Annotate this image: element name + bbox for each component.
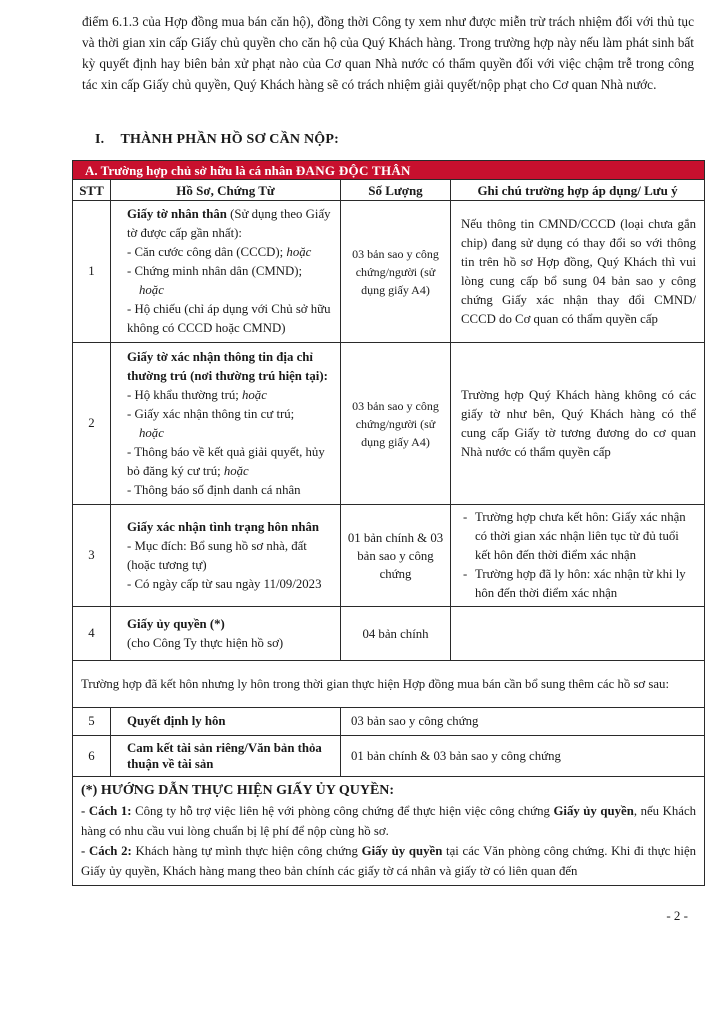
note-item: - Trường hợp đã ly hôn: xác nhận từ khi ly hôn đến thời điểm xác nhận (461, 565, 696, 603)
doc-item: - Giấy xác nhận thông tin cư trú; (127, 406, 295, 421)
doc-title: Giấy xác nhận tình trạng hôn nhân (127, 519, 320, 534)
guide-method-1: - Cách 1: Công ty hỗ trợ việc liên hệ với phòng công chứng để thực hiện việc công chứng Giấy ủy quyền, nếu Khách hàng có nhu cầu vui lòng chuẩn bị lệ phí để nộp cùng hồ sơ. (81, 804, 697, 838)
table-row (73, 201, 705, 343)
doc-item-or: hoặc (139, 425, 164, 440)
row-note: Nếu thông tin CMND/CCCD (loại chưa gắn chip) đang sử dụng có thay đổi so với thông tin trên hồ sơ Hợp đồng, Quý Khách thì vui lòng cung cấp bổ sung 04 bản sao y công chứng Giấy xác nhận thay đổi CMND/ CCCD do Cơ quan có thẩm quyền cấp (451, 201, 705, 343)
header-qty: Số Lượng (341, 180, 451, 201)
table-row (73, 505, 705, 607)
row-documents (111, 607, 341, 661)
guide-title: (*) HƯỚNG DẪN THỰC HIỆN GIẤY ỦY QUYỀN: (81, 783, 395, 798)
table-row (73, 343, 705, 505)
doc-title: Giấy tờ nhân thân (127, 207, 227, 221)
doc-item: - Thông báo về kết quả giải quyết, hủy bỏ đăng ký cư trú; hoặc (127, 444, 325, 478)
note-item: - Trường hợp chưa kết hôn: Giấy xác nhận có thời gian xác nhận liên tục từ đủ tuổi kết hôn đến thời điểm xác nhận (461, 508, 696, 565)
row-quantity: 03 bản sao y công chứng/người (sử dụng giấy A4) (341, 343, 451, 505)
row-quantity: 03 bản sao y công chứng/người (sử dụng giấy A4) (341, 201, 451, 343)
doc-title: Giấy ủy quyền (*) (127, 616, 225, 631)
row-note: Trường hợp Quý Khách hàng không có các giấy tờ như bên, Quý Khách hàng có thể cung cấp Giấy tờ tương đương do cơ quan Nhà nước có thẩm quyền cấp (451, 343, 705, 505)
row-note (451, 505, 705, 607)
doc-item: - Hộ chiếu (chỉ áp dụng với Chủ sở hữu không có CCCD hoặc CMND) (127, 302, 331, 335)
header-notes: Ghi chú trường hợp áp dụng/ Lưu ý (451, 180, 705, 201)
banner-emphasis: ĐANG ĐỘC THÂN (295, 162, 411, 178)
row-quantity: 04 bản chính (341, 607, 451, 661)
doc-item: - Mục đích: Bổ sung hồ sơ nhà, đất (hoặc tương tự) (127, 538, 307, 572)
header-docs: Hồ Sơ, Chứng Từ (111, 180, 341, 201)
row-number: 5 (73, 708, 111, 736)
row-number: 4 (73, 607, 111, 661)
table-row (73, 607, 705, 661)
guide-method-2: - Cách 2: Khách hàng tự mình thực hiện công chứng Giấy ủy quyền tại các Văn phòng công chứng. Khi đi thực hiện Giấy ủy quyền, Khách hàng mang theo bản chính các giấy tờ cá nhân và giấy tờ có liên quan đến (81, 844, 697, 878)
table-row (73, 708, 705, 736)
table-banner (73, 161, 705, 180)
divorce-note-row (73, 661, 705, 708)
row-number: 2 (73, 343, 111, 505)
row-note (451, 607, 705, 661)
doc-item: - Hộ khẩu thường trú; hoặc (127, 387, 267, 402)
doc-item: - Chứng minh nhân dân (CMND); (127, 264, 303, 278)
row-number: 6 (73, 736, 111, 777)
doc-item: - Căn cước công dân (CCCD); hoặc (127, 245, 312, 259)
doc-item-or: hoặc (139, 283, 164, 297)
guide-section (73, 777, 705, 886)
doc-item: - Thông báo số định danh cá nhân (127, 482, 301, 497)
row-documents (111, 505, 341, 607)
doc-title: Giấy tờ xác nhận thông tin địa chỉ thường trú (nơi thường trú hiện tại): (127, 349, 328, 383)
doc-title: Cam kết tài sản riêng/Văn bản thỏa thuận về tài sản (111, 736, 341, 777)
row-documents (111, 201, 341, 343)
doc-title: Quyết định ly hôn (111, 708, 341, 736)
section-title: THÀNH PHẦN HỒ SƠ CẦN NỘP: (120, 132, 339, 147)
row-quantity: 01 bản chính & 03 bản sao y công chứng (341, 505, 451, 607)
row-number: 1 (73, 201, 111, 343)
table-row (73, 736, 705, 777)
row-documents (111, 343, 341, 505)
banner-prefix: A. Trường hợp chủ sở hữu là cá nhân (85, 162, 296, 178)
row-quantity: 03 bản sao y công chứng (341, 708, 705, 736)
doc-title-suffix: (Sử dụng theo Giấy tờ được cấp gần nhất): (127, 207, 331, 240)
documents-table (72, 160, 705, 886)
page-number: - 2 - (666, 908, 688, 923)
section-number: I. (95, 132, 105, 147)
row-number: 3 (73, 505, 111, 607)
header-stt: STT (73, 180, 111, 201)
doc-item: - Có ngày cấp từ sau ngày 11/09/2023 (127, 576, 322, 591)
row-quantity: 01 bản chính & 03 bản sao y công chứng (341, 736, 705, 777)
intro-paragraph: điểm 6.1.3 của Hợp đồng mua bán căn hộ), đồng thời Công ty xem như được miễn trừ trách nhiệm đối với thủ tục và thời gian xin cấp Giấy chủ quyền cho căn hộ của Quý Khách hàng. Trong trường hợp này nếu làm phát sinh bất kỳ quyết định hay biên bản xử phạt nào của Cơ quan Nhà nước có thẩm quyền đối với việc chậm trễ trong công tác xin cấp Giấy chủ quyền, Quý Khách hàng sẽ có trách nhiệm giải quyết/nộp phạt cho Cơ quan Nhà nước. (82, 14, 694, 92)
table-header-row (73, 180, 705, 201)
divorce-note: Trường hợp đã kết hôn nhưng ly hôn trong thời gian thực hiện Hợp đồng mua bán cần bổ sung thêm các hồ sơ sau: (73, 661, 705, 708)
doc-subtitle: (cho Công Ty thực hiện hồ sơ) (127, 635, 284, 650)
section-heading (95, 132, 339, 148)
